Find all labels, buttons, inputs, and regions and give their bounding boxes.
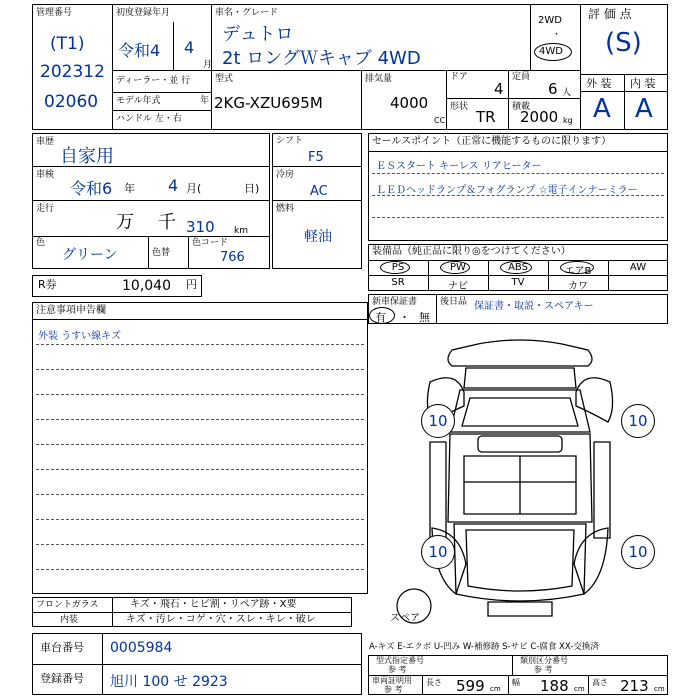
warranty-dot: ・ <box>399 311 410 324</box>
color-code: 766 <box>220 250 245 265</box>
type-label: 型式 <box>215 74 234 84</box>
recycle-unit: 円 <box>186 278 197 291</box>
firstreg-month-unit: 月 <box>203 60 213 70</box>
inspection-value: 令和6 <box>70 179 113 198</box>
warranty-label: 新車保証書 <box>372 297 418 307</box>
mgmt-code1: (T1) <box>50 34 85 54</box>
doors-label: ドア <box>450 72 468 82</box>
cert-model-sub: 参 考 <box>388 665 407 674</box>
load-unit: kg <box>563 116 573 125</box>
score-ext: A <box>593 94 611 124</box>
notes-box <box>32 302 368 594</box>
ac-value: AC <box>310 184 328 199</box>
drive-4wd: 4WD <box>539 46 563 57</box>
cert-class-label: 類別区分番号 <box>520 656 568 665</box>
shape-label: 形状 <box>450 102 469 112</box>
width-label: 幅 <box>512 678 520 687</box>
chassis-label: 車台番号 <box>40 641 84 654</box>
equip-pw: PW <box>450 262 466 273</box>
model-year-label: モデル年式 <box>116 96 161 106</box>
score-label: 評 価 点 <box>588 7 632 21</box>
equip-airbag: エアB <box>564 266 592 277</box>
aftermarket-label: 後日品 <box>440 297 468 307</box>
firstreg-label: 初度登録年月 <box>116 8 171 18</box>
inspection-day-unit: 日) <box>244 182 260 195</box>
inspection-month: 4 <box>168 176 179 195</box>
load-label: 積載 <box>512 102 531 112</box>
length-value: 599 <box>456 677 485 695</box>
width-value: 188 <box>540 677 569 695</box>
color-value: グリーン <box>62 247 118 263</box>
score-int-label: 内 装 <box>630 77 656 90</box>
length-unit: cm <box>490 685 501 693</box>
inspection-month-unit: 月( <box>186 182 202 195</box>
color-code-label: 色コード <box>192 238 229 248</box>
equip-abs: ABS <box>508 262 528 273</box>
mileage-man: 万 <box>116 212 134 233</box>
cert-model-label: 型式指定番号 <box>376 656 424 665</box>
type-value: 2KG-XZU695M <box>214 94 323 112</box>
interior-label: 内装 <box>60 615 79 625</box>
vehicle-diagram <box>370 332 668 630</box>
firstreg-month: 4 <box>184 38 195 57</box>
sales-label: セールスポイント（正常に機能するものに限ります） <box>372 136 612 147</box>
mgmt-code2: 202312 <box>40 62 105 82</box>
disp-label: 排気量 <box>365 74 393 84</box>
mgmt-code3: 02060 <box>44 92 99 112</box>
mgmt-label: 管理番号 <box>36 8 73 18</box>
load-value: 2000 <box>520 108 559 126</box>
sales-line-1: ＥＳスタート キーレス リアヒーター <box>376 161 542 172</box>
equip-label: 装備品（純正品に限り◎をつけてください） <box>372 246 571 257</box>
interior-value: キズ・汚レ・コゲ・穴・スレ・キレ・破レ <box>126 614 316 625</box>
equip-navi: ナビ <box>448 281 468 292</box>
doors-value: 4 <box>494 80 504 98</box>
aftermarket-value: 保証書・取説・スペアキー <box>474 301 594 312</box>
shape-value: TR <box>476 108 496 126</box>
recycle-label: R券 <box>38 278 57 291</box>
cert-class-sub: 参 考 <box>534 665 553 674</box>
color-label: 色 <box>36 238 46 248</box>
front-glass-label: フロントガラス <box>36 600 99 610</box>
front-glass-value: キズ・飛石・ヒビ割・リペア跡・X要 <box>130 599 297 610</box>
plate-value: 旭川 100 せ 2923 <box>110 674 228 690</box>
equip-tv: TV <box>511 277 525 288</box>
model-name: デュトロ <box>222 24 294 45</box>
equip-aw: AW <box>629 262 647 273</box>
firstreg-era: 令和4 <box>118 41 161 60</box>
history-value: 自家用 <box>60 146 114 167</box>
damage-pin-rear-left: 10 <box>421 535 455 569</box>
score-int: A <box>635 94 653 124</box>
drive-dot: ・ <box>552 30 562 40</box>
disp-value: 4000 <box>390 94 429 112</box>
sales-line-2: ＬＥＤヘッドランプ＆フォグランプ ☆電子インナーミラー <box>376 185 638 196</box>
mileage-sen: 千 <box>158 212 176 233</box>
notes-label: 注意事項申告欄 <box>36 305 106 316</box>
cap-label: 定員 <box>512 72 531 82</box>
cert-sub: 参 考 <box>384 685 403 694</box>
chassis-value: 0005984 <box>110 640 173 656</box>
fuel-value: 軽油 <box>304 229 332 245</box>
model-year-unit: 年 <box>200 96 210 106</box>
mileage-unit: km <box>234 226 248 236</box>
fuel-label: 燃料 <box>276 204 295 214</box>
cap-unit: 人 <box>562 88 572 98</box>
drive-2wd: 2WD <box>538 15 562 26</box>
notes-line-1: 外装 うすい線キズ <box>38 331 121 342</box>
damage-pin-front-right: 10 <box>621 404 655 438</box>
score-ext-label: 外 装 <box>586 77 612 90</box>
model-grade: 2t ロングＷキャブ 4WD <box>222 48 421 69</box>
cap-value: 6 <box>548 80 558 98</box>
dealer-label: ディーラー・並 行 <box>116 76 191 86</box>
handle-label: ハンドル 左・右 <box>116 114 182 124</box>
warranty-no: 無 <box>419 311 430 324</box>
plate-label: 登録番号 <box>40 672 84 685</box>
equip-ps: PS <box>391 262 405 273</box>
inspection-year-unit: 年 <box>124 182 135 195</box>
cert-label: 車両証明用 <box>372 676 412 685</box>
history-label: 車歴 <box>36 137 55 147</box>
mileage-label: 走行 <box>36 204 55 214</box>
equip-sr: SR <box>391 277 405 288</box>
length-label: 長さ <box>426 678 442 687</box>
recycle-value: 10,040 <box>122 278 171 294</box>
damage-pin-front-left: 10 <box>421 404 455 438</box>
mileage-value: 310 <box>186 218 215 236</box>
ac-label: 冷房 <box>276 170 295 180</box>
color-change-label: 色替 <box>152 248 171 258</box>
shift-value: F5 <box>308 150 324 165</box>
equip-leather: カワ <box>568 281 588 292</box>
inspection-label: 車検 <box>36 170 55 180</box>
height-unit: cm <box>654 685 665 693</box>
model-label: 車名・グレード <box>215 8 279 18</box>
height-label: 高さ <box>592 678 608 687</box>
damage-legend: A-キズ E-エクボ U-凹み W-補修跡 S-サビ C-腐食 XX-交換済 <box>369 642 599 652</box>
warranty-yes: 有 <box>375 311 386 324</box>
score-value: (S) <box>605 28 642 58</box>
disp-unit: CC <box>434 116 446 125</box>
width-unit: cm <box>574 685 585 693</box>
shift-label: シフト <box>276 136 304 146</box>
height-value: 213 <box>620 677 649 695</box>
spare-label: スペア <box>390 613 420 624</box>
damage-pin-rear-right: 10 <box>621 535 655 569</box>
